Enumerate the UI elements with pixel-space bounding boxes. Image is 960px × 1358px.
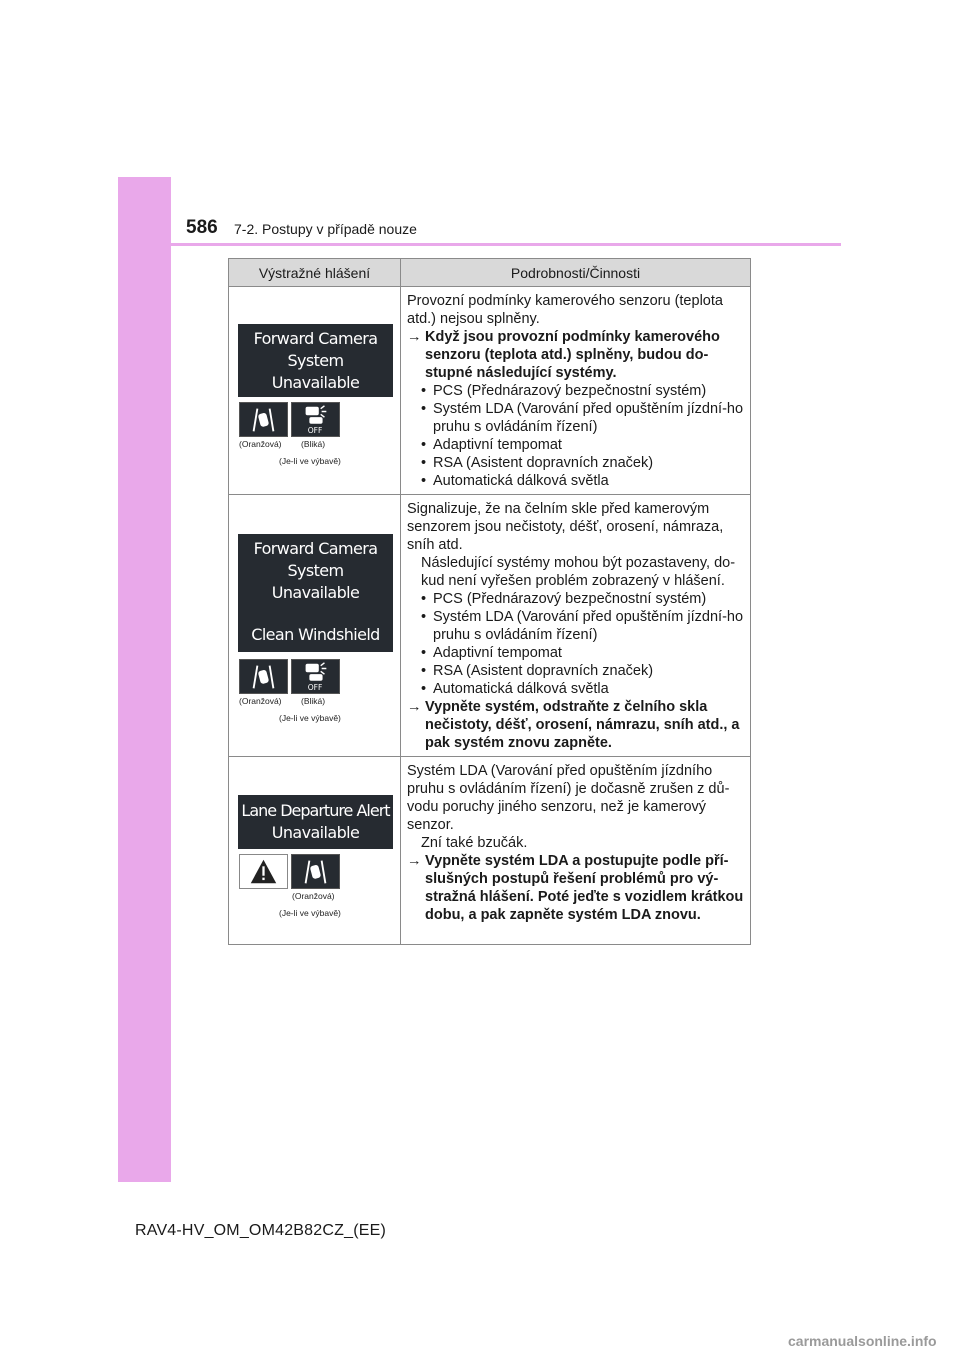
warning-message-table: [228, 258, 751, 945]
off-label: OFF: [307, 426, 323, 436]
list-item: • PCS (Přednárazový bezpečnostní systém): [421, 383, 707, 399]
warning-triangle-icon: [239, 854, 288, 889]
equipment-note: (Je-li ve výbavě): [279, 908, 341, 918]
bullet-icon: •: [421, 437, 427, 453]
action-text: → Když jsou provozní podmínky kamerového senzoru (teplota atd.) splněny, budou do-stupné následující systémy.: [407, 329, 720, 381]
display-line: Lane Departure Alert: [241, 801, 390, 820]
arrow-icon: →: [407, 329, 422, 345]
list-item: • Systém LDA (Varování před opuštěním jízdní-ho pruhu s ovládáním řízení): [421, 401, 744, 435]
bullet-icon: •: [421, 591, 427, 607]
details-cell: [401, 495, 751, 757]
details-cell: [401, 287, 751, 495]
pcs-off-indicator-icon: [291, 402, 340, 437]
bullet-icon: •: [421, 383, 427, 399]
icon-caption: (Bliká): [301, 696, 326, 706]
list-item: • RSA (Asistent dopravních značek): [421, 455, 654, 471]
display-line: System: [287, 351, 344, 370]
equipment-note: (Je-li ve výbavě): [279, 713, 341, 723]
display-line: Forward Camera: [253, 539, 378, 558]
column-header-details: Podrobnosti/Činnosti: [401, 259, 751, 287]
bullet-icon: •: [421, 681, 427, 697]
list-item: • PCS (Přednárazový bezpečnostní systém): [421, 591, 707, 607]
warning-display: [238, 324, 393, 397]
lda-indicator-icon: [239, 402, 288, 437]
action-text: → Vypněte systém LDA a postupujte podle pří-slušných postupů řešení problémů pro vý-stražná hlášení. Poté jeďte s vozidlem krátkou dobu, a pak zapněte systém LDA znovu.: [407, 853, 744, 923]
lda-indicator-icon: [291, 854, 340, 889]
table-header-row: [229, 259, 751, 287]
details-intro: Systém LDA (Varování před opuštěním jízdního pruhu s ovládáním řízení) je dočasně zrušen z dů-vodu poruchy jiného senzoru, než je kamerový senzor.: [407, 763, 730, 833]
list-item: • Automatická dálková světla: [421, 473, 609, 489]
warning-display: [238, 534, 393, 652]
icon-caption: (Oranžová): [239, 696, 282, 706]
display-line: Clean Windshield: [251, 625, 380, 644]
column-header-warning: Výstražné hlášení: [229, 259, 401, 287]
chapter-tab-band: [118, 177, 171, 1182]
header-rule: [171, 243, 841, 246]
display-line: Unavailable: [271, 823, 360, 842]
details-intro: Signalizuje, že na čelním skle před kamerovým senzorem jsou nečistoty, déšť, orosení, námraza, sníh atd.: [407, 501, 724, 553]
pcs-off-indicator-icon: [291, 659, 340, 694]
table-row: [229, 495, 751, 757]
bullet-icon: •: [421, 663, 427, 679]
equipment-note: (Je-li ve výbavě): [279, 456, 341, 466]
display-line: Unavailable: [271, 373, 360, 392]
bullet-icon: •: [421, 473, 427, 489]
arrow-icon: →: [407, 699, 422, 715]
bullet-icon: •: [421, 401, 427, 417]
details-cell: [401, 757, 751, 945]
list-item: • RSA (Asistent dopravních značek): [421, 663, 654, 679]
details-indent: Zní také bzučák.: [421, 835, 528, 851]
warning-display: [238, 795, 393, 849]
watermark: carmanualsonline.info: [788, 1333, 937, 1349]
warning-image-cell: [229, 287, 401, 495]
action-text: → Vypněte systém, odstraňte z čelního skla nečistoty, déšť, orosení, námrazu, sníh atd., a pak systém znovu zapněte.: [407, 699, 740, 751]
list-item: • Adaptivní tempomat: [421, 645, 562, 661]
lda-indicator-icon: [239, 659, 288, 694]
icon-caption: (Oranžová): [239, 439, 282, 449]
bullet-icon: •: [421, 609, 427, 625]
warning-image-cell: [229, 757, 401, 945]
bullet-icon: •: [421, 645, 427, 661]
details-intro: Provozní podmínky kamerového senzoru (teplota atd.) nejsou splněny.: [407, 293, 723, 327]
list-item: • Automatická dálková světla: [421, 681, 609, 697]
section-title: 7-2. Postupy v případě nouze: [234, 221, 417, 237]
bullet-icon: •: [421, 455, 427, 471]
display-line: System: [287, 561, 344, 580]
icon-caption: (Oranžová): [292, 891, 335, 901]
display-line: Forward Camera: [253, 329, 378, 348]
display-line: Unavailable: [271, 583, 360, 602]
table-row: [229, 757, 751, 945]
list-item: • Adaptivní tempomat: [421, 437, 562, 453]
warning-image-cell: [229, 495, 401, 757]
page-number: 586: [186, 217, 218, 238]
document-code: RAV4-HV_OM_OM42B82CZ_(EE): [135, 1222, 386, 1239]
off-label: OFF: [307, 683, 323, 693]
icon-caption: (Bliká): [301, 439, 326, 449]
table-row: [229, 287, 751, 495]
details-indent: Následující systémy mohou být pozastaveny, do-kud není vyřešen problém zobrazený v hlášení.: [421, 555, 736, 589]
list-item: • Systém LDA (Varování před opuštěním jízdní-ho pruhu s ovládáním řízení): [421, 609, 744, 643]
arrow-icon: →: [407, 853, 422, 869]
